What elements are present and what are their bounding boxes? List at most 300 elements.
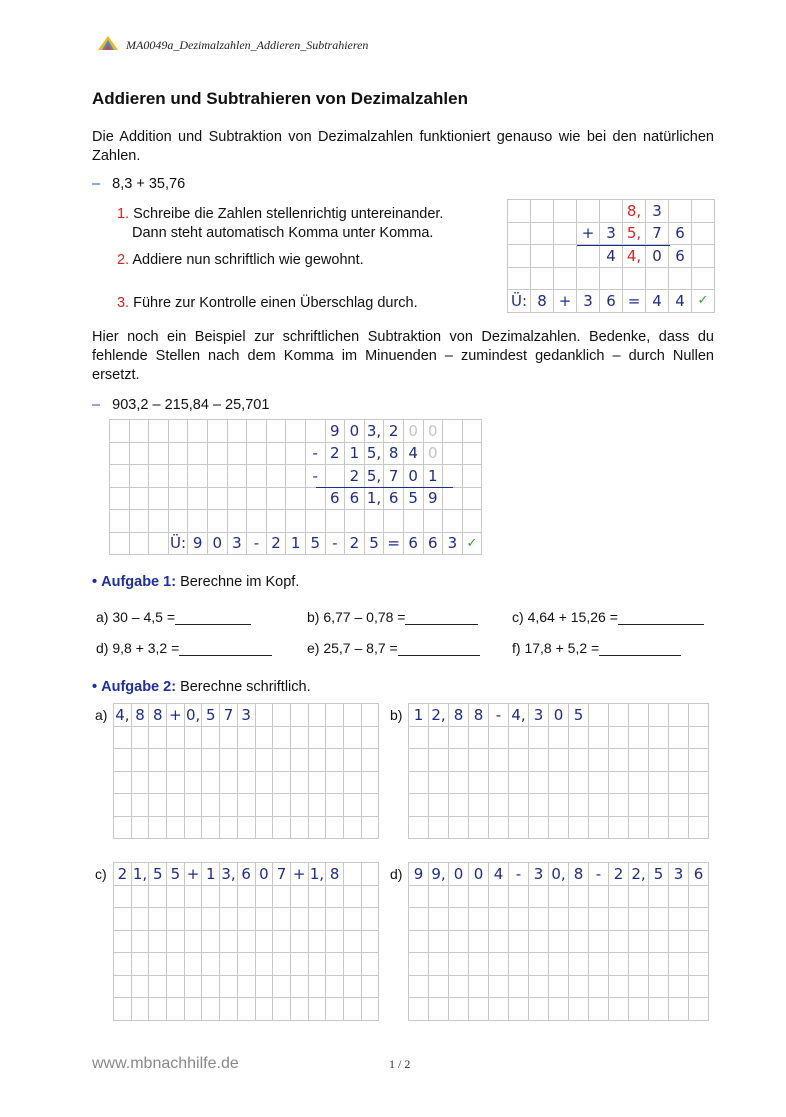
grid-cell[interactable]: [449, 953, 469, 976]
grid-cell[interactable]: [629, 794, 649, 817]
grid-cell[interactable]: [344, 863, 362, 886]
grid-cell[interactable]: 1: [202, 863, 220, 886]
grid-cell[interactable]: [409, 749, 429, 772]
grid-cell[interactable]: [509, 953, 529, 976]
grid-cell[interactable]: [238, 998, 256, 1021]
grid-cell[interactable]: [256, 727, 274, 750]
grid-cell[interactable]: [689, 772, 709, 795]
grid-cell[interactable]: 0: [256, 863, 274, 886]
grid-cell[interactable]: [489, 772, 509, 795]
grid-cell[interactable]: [409, 794, 429, 817]
grid-cell[interactable]: [344, 886, 362, 909]
grid-cell[interactable]: [529, 931, 549, 954]
grid-cell[interactable]: [429, 976, 449, 999]
grid-cell[interactable]: [362, 863, 380, 886]
grid-cell[interactable]: [469, 794, 489, 817]
grid-cell[interactable]: [589, 727, 609, 750]
grid-cell[interactable]: [202, 976, 220, 999]
grid-cell[interactable]: [549, 886, 569, 909]
grid-cell[interactable]: 2,: [629, 863, 649, 886]
grid-cell[interactable]: [689, 976, 709, 999]
grid-cell[interactable]: [238, 794, 256, 817]
grid-cell[interactable]: [669, 953, 689, 976]
grid-cell[interactable]: -: [589, 863, 609, 886]
grid-cell[interactable]: [256, 772, 274, 795]
grid-cell[interactable]: [669, 998, 689, 1021]
grid-cell[interactable]: [362, 931, 380, 954]
grid-cell[interactable]: 1,: [309, 863, 327, 886]
grid-cell[interactable]: [529, 749, 549, 772]
grid-cell[interactable]: [167, 953, 185, 976]
grid-cell[interactable]: [344, 953, 362, 976]
grid-cell[interactable]: [509, 931, 529, 954]
grid-cell[interactable]: [132, 953, 150, 976]
grid-cell[interactable]: [649, 727, 669, 750]
grid-cell[interactable]: [362, 772, 380, 795]
grid-cell[interactable]: [569, 772, 589, 795]
grid-cell[interactable]: [649, 794, 669, 817]
grid-cell[interactable]: [689, 886, 709, 909]
grid-cell[interactable]: [569, 727, 589, 750]
grid-cell[interactable]: [185, 772, 203, 795]
grid-cell[interactable]: [149, 953, 167, 976]
grid-cell[interactable]: [469, 727, 489, 750]
grid-cell[interactable]: 7: [273, 863, 291, 886]
grid-cell[interactable]: [362, 953, 380, 976]
grid-cell[interactable]: [409, 886, 429, 909]
grid-cell[interactable]: [220, 953, 238, 976]
task2-grid-b[interactable]: [408, 703, 709, 839]
grid-cell[interactable]: [569, 998, 589, 1021]
grid-cell[interactable]: [149, 908, 167, 931]
grid-cell[interactable]: [344, 976, 362, 999]
grid-cell[interactable]: [344, 772, 362, 795]
grid-cell[interactable]: [469, 953, 489, 976]
grid-cell[interactable]: [291, 704, 309, 727]
grid-cell[interactable]: [509, 772, 529, 795]
grid-cell[interactable]: [291, 931, 309, 954]
grid-cell[interactable]: [409, 953, 429, 976]
grid-cell[interactable]: [362, 817, 380, 840]
grid-cell[interactable]: [669, 886, 689, 909]
grid-cell[interactable]: [202, 817, 220, 840]
grid-cell[interactable]: [409, 908, 429, 931]
grid-cell[interactable]: [429, 953, 449, 976]
grid-cell[interactable]: [589, 886, 609, 909]
grid-cell[interactable]: [569, 794, 589, 817]
grid-cell[interactable]: [114, 953, 132, 976]
grid-cell[interactable]: [344, 817, 362, 840]
grid-cell[interactable]: [609, 998, 629, 1021]
grid-cell[interactable]: [149, 794, 167, 817]
grid-cell[interactable]: [256, 704, 274, 727]
grid-cell[interactable]: [238, 908, 256, 931]
grid-cell[interactable]: 5: [202, 704, 220, 727]
grid-cell[interactable]: [202, 886, 220, 909]
grid-cell[interactable]: +: [185, 863, 203, 886]
grid-cell[interactable]: [167, 727, 185, 750]
grid-cell[interactable]: [309, 749, 327, 772]
grid-cell[interactable]: 3: [529, 863, 549, 886]
grid-cell[interactable]: [569, 953, 589, 976]
grid-cell[interactable]: [344, 998, 362, 1021]
grid-cell[interactable]: [489, 817, 509, 840]
grid-cell[interactable]: [489, 794, 509, 817]
grid-cell[interactable]: [509, 749, 529, 772]
grid-cell[interactable]: [273, 727, 291, 750]
grid-cell[interactable]: [429, 794, 449, 817]
grid-cell[interactable]: [629, 704, 649, 727]
grid-cell[interactable]: [689, 908, 709, 931]
grid-cell[interactable]: 0: [449, 863, 469, 886]
grid-cell[interactable]: [291, 749, 309, 772]
grid-cell[interactable]: [362, 704, 380, 727]
grid-cell[interactable]: [549, 772, 569, 795]
grid-cell[interactable]: [669, 704, 689, 727]
grid-cell[interactable]: [291, 953, 309, 976]
grid-cell[interactable]: [291, 886, 309, 909]
grid-cell[interactable]: [273, 772, 291, 795]
grid-cell[interactable]: 5: [149, 863, 167, 886]
grid-cell[interactable]: [344, 749, 362, 772]
grid-cell[interactable]: [549, 931, 569, 954]
grid-cell[interactable]: [629, 976, 649, 999]
grid-cell[interactable]: [589, 704, 609, 727]
grid-cell[interactable]: [291, 976, 309, 999]
grid-cell[interactable]: [589, 976, 609, 999]
grid-cell[interactable]: [529, 953, 549, 976]
grid-cell[interactable]: [362, 794, 380, 817]
grid-cell[interactable]: [220, 931, 238, 954]
grid-cell[interactable]: [649, 886, 669, 909]
grid-cell[interactable]: 3: [238, 704, 256, 727]
grid-cell[interactable]: 8: [449, 704, 469, 727]
grid-cell[interactable]: 5: [649, 863, 669, 886]
grid-cell[interactable]: [609, 772, 629, 795]
grid-cell[interactable]: [529, 976, 549, 999]
grid-cell[interactable]: [273, 817, 291, 840]
grid-cell[interactable]: [489, 976, 509, 999]
grid-cell[interactable]: [326, 794, 344, 817]
grid-cell[interactable]: [256, 908, 274, 931]
grid-cell[interactable]: [409, 976, 429, 999]
grid-cell[interactable]: [291, 794, 309, 817]
grid-cell[interactable]: [489, 931, 509, 954]
grid-cell[interactable]: [469, 931, 489, 954]
grid-cell[interactable]: [326, 817, 344, 840]
grid-cell[interactable]: [549, 727, 569, 750]
grid-cell[interactable]: [132, 749, 150, 772]
answer-blank[interactable]: [618, 610, 704, 625]
grid-cell[interactable]: [509, 794, 529, 817]
grid-cell[interactable]: [202, 772, 220, 795]
grid-cell[interactable]: [149, 998, 167, 1021]
grid-cell[interactable]: [273, 976, 291, 999]
grid-cell[interactable]: [609, 749, 629, 772]
grid-cell[interactable]: [220, 976, 238, 999]
grid-cell[interactable]: [132, 998, 150, 1021]
grid-cell[interactable]: [689, 931, 709, 954]
grid-cell[interactable]: [689, 817, 709, 840]
grid-cell[interactable]: 8: [569, 863, 589, 886]
grid-cell[interactable]: [167, 817, 185, 840]
grid-cell[interactable]: [185, 953, 203, 976]
grid-cell[interactable]: [529, 772, 549, 795]
task2-grid-d[interactable]: [408, 862, 709, 1021]
grid-cell[interactable]: [220, 998, 238, 1021]
grid-cell[interactable]: [449, 727, 469, 750]
grid-cell[interactable]: [529, 908, 549, 931]
grid-cell[interactable]: [114, 886, 132, 909]
grid-cell[interactable]: [469, 772, 489, 795]
grid-cell[interactable]: [549, 817, 569, 840]
grid-cell[interactable]: [114, 931, 132, 954]
grid-cell[interactable]: 6: [689, 863, 709, 886]
grid-cell[interactable]: [509, 998, 529, 1021]
grid-cell[interactable]: [609, 794, 629, 817]
grid-cell[interactable]: [529, 998, 549, 1021]
grid-cell[interactable]: [326, 749, 344, 772]
grid-cell[interactable]: [449, 749, 469, 772]
grid-cell[interactable]: [469, 998, 489, 1021]
grid-cell[interactable]: [609, 931, 629, 954]
grid-cell[interactable]: [167, 794, 185, 817]
grid-cell[interactable]: [609, 908, 629, 931]
grid-cell[interactable]: [609, 953, 629, 976]
grid-cell[interactable]: [326, 931, 344, 954]
grid-cell[interactable]: [326, 772, 344, 795]
grid-cell[interactable]: 1: [409, 704, 429, 727]
grid-cell[interactable]: [629, 749, 649, 772]
grid-cell[interactable]: [429, 908, 449, 931]
grid-cell[interactable]: [220, 727, 238, 750]
grid-cell[interactable]: [609, 727, 629, 750]
grid-cell[interactable]: [429, 817, 449, 840]
grid-cell[interactable]: [489, 998, 509, 1021]
grid-cell[interactable]: [309, 976, 327, 999]
grid-cell[interactable]: [309, 886, 327, 909]
grid-cell[interactable]: [629, 886, 649, 909]
grid-cell[interactable]: [273, 749, 291, 772]
grid-cell[interactable]: 5: [569, 704, 589, 727]
answer-blank[interactable]: [398, 641, 480, 656]
grid-cell[interactable]: [238, 727, 256, 750]
footer-url[interactable]: www.mbnachhilfe.de: [92, 1055, 239, 1072]
grid-cell[interactable]: [202, 953, 220, 976]
grid-cell[interactable]: [256, 886, 274, 909]
grid-cell[interactable]: -: [489, 704, 509, 727]
grid-cell[interactable]: [309, 931, 327, 954]
grid-cell[interactable]: [309, 998, 327, 1021]
answer-blank[interactable]: [175, 610, 251, 625]
grid-cell[interactable]: [238, 772, 256, 795]
grid-cell[interactable]: [489, 953, 509, 976]
grid-cell[interactable]: [589, 908, 609, 931]
grid-cell[interactable]: [185, 794, 203, 817]
grid-cell[interactable]: [589, 931, 609, 954]
grid-cell[interactable]: 2: [609, 863, 629, 886]
grid-cell[interactable]: [362, 727, 380, 750]
grid-cell[interactable]: [167, 998, 185, 1021]
task2-grid-c[interactable]: [113, 862, 379, 1021]
grid-cell[interactable]: 8: [326, 863, 344, 886]
grid-cell[interactable]: [132, 886, 150, 909]
grid-cell[interactable]: 9,: [429, 863, 449, 886]
grid-cell[interactable]: [202, 794, 220, 817]
grid-cell[interactable]: [309, 817, 327, 840]
grid-cell[interactable]: 8: [149, 704, 167, 727]
grid-cell[interactable]: [362, 998, 380, 1021]
grid-cell[interactable]: [132, 908, 150, 931]
grid-cell[interactable]: [529, 817, 549, 840]
grid-cell[interactable]: [429, 998, 449, 1021]
grid-cell[interactable]: [629, 908, 649, 931]
grid-cell[interactable]: [649, 976, 669, 999]
grid-cell[interactable]: [114, 908, 132, 931]
grid-cell[interactable]: 0: [549, 704, 569, 727]
grid-cell[interactable]: 1,: [132, 863, 150, 886]
grid-cell[interactable]: [449, 817, 469, 840]
grid-cell[interactable]: [649, 998, 669, 1021]
grid-cell[interactable]: [589, 772, 609, 795]
answer-blank[interactable]: [179, 641, 272, 656]
grid-cell[interactable]: [291, 772, 309, 795]
grid-cell[interactable]: 6: [238, 863, 256, 886]
grid-cell[interactable]: [409, 998, 429, 1021]
grid-cell[interactable]: [149, 931, 167, 954]
grid-cell[interactable]: [529, 886, 549, 909]
grid-cell[interactable]: +: [167, 704, 185, 727]
grid-cell[interactable]: [609, 704, 629, 727]
grid-cell[interactable]: [589, 817, 609, 840]
grid-cell[interactable]: [409, 727, 429, 750]
grid-cell[interactable]: [309, 794, 327, 817]
grid-cell[interactable]: [629, 772, 649, 795]
grid-cell[interactable]: [609, 886, 629, 909]
grid-cell[interactable]: [309, 704, 327, 727]
grid-cell[interactable]: [649, 772, 669, 795]
grid-cell[interactable]: [449, 908, 469, 931]
grid-cell[interactable]: [569, 886, 589, 909]
grid-cell[interactable]: [469, 886, 489, 909]
grid-cell[interactable]: [529, 794, 549, 817]
grid-cell[interactable]: [649, 908, 669, 931]
grid-cell[interactable]: [569, 749, 589, 772]
grid-cell[interactable]: [669, 976, 689, 999]
grid-cell[interactable]: [569, 976, 589, 999]
grid-cell[interactable]: [649, 817, 669, 840]
grid-cell[interactable]: [549, 976, 569, 999]
grid-cell[interactable]: [256, 998, 274, 1021]
grid-cell[interactable]: [689, 794, 709, 817]
grid-cell[interactable]: [167, 931, 185, 954]
grid-cell[interactable]: [669, 772, 689, 795]
grid-cell[interactable]: [509, 976, 529, 999]
grid-cell[interactable]: [549, 908, 569, 931]
grid-cell[interactable]: [132, 772, 150, 795]
grid-cell[interactable]: [609, 817, 629, 840]
grid-cell[interactable]: 3,: [220, 863, 238, 886]
grid-cell[interactable]: [362, 886, 380, 909]
grid-cell[interactable]: 5: [167, 863, 185, 886]
grid-cell[interactable]: [326, 704, 344, 727]
grid-cell[interactable]: [220, 908, 238, 931]
grid-cell[interactable]: [649, 931, 669, 954]
grid-cell[interactable]: [149, 886, 167, 909]
grid-cell[interactable]: [185, 817, 203, 840]
grid-cell[interactable]: [489, 886, 509, 909]
grid-cell[interactable]: [149, 727, 167, 750]
grid-cell[interactable]: [132, 817, 150, 840]
grid-cell[interactable]: [256, 931, 274, 954]
grid-cell[interactable]: [167, 886, 185, 909]
grid-cell[interactable]: 0,: [549, 863, 569, 886]
grid-cell[interactable]: [238, 931, 256, 954]
grid-cell[interactable]: [649, 704, 669, 727]
grid-cell[interactable]: [273, 908, 291, 931]
grid-cell[interactable]: [291, 817, 309, 840]
grid-cell[interactable]: [326, 953, 344, 976]
grid-cell[interactable]: [469, 976, 489, 999]
grid-cell[interactable]: 9: [409, 863, 429, 886]
grid-cell[interactable]: [256, 953, 274, 976]
grid-cell[interactable]: [629, 998, 649, 1021]
grid-cell[interactable]: [344, 704, 362, 727]
grid-cell[interactable]: [202, 998, 220, 1021]
grid-cell[interactable]: [409, 772, 429, 795]
grid-cell[interactable]: [629, 727, 649, 750]
grid-cell[interactable]: [409, 817, 429, 840]
grid-cell[interactable]: [429, 931, 449, 954]
grid-cell[interactable]: [114, 976, 132, 999]
grid-cell[interactable]: [409, 931, 429, 954]
grid-cell[interactable]: [114, 727, 132, 750]
grid-cell[interactable]: [509, 908, 529, 931]
grid-cell[interactable]: [689, 998, 709, 1021]
grid-cell[interactable]: [489, 749, 509, 772]
grid-cell[interactable]: [589, 953, 609, 976]
grid-cell[interactable]: [256, 817, 274, 840]
grid-cell[interactable]: [202, 727, 220, 750]
grid-cell[interactable]: [449, 794, 469, 817]
grid-cell[interactable]: [326, 998, 344, 1021]
grid-cell[interactable]: [185, 908, 203, 931]
grid-cell[interactable]: 2: [114, 863, 132, 886]
grid-cell[interactable]: [185, 931, 203, 954]
grid-cell[interactable]: [220, 886, 238, 909]
grid-cell[interactable]: [449, 772, 469, 795]
grid-cell[interactable]: [469, 908, 489, 931]
grid-cell[interactable]: [132, 931, 150, 954]
grid-cell[interactable]: +: [291, 863, 309, 886]
grid-cell[interactable]: 0: [469, 863, 489, 886]
grid-cell[interactable]: [689, 727, 709, 750]
grid-cell[interactable]: [220, 772, 238, 795]
grid-cell[interactable]: [114, 772, 132, 795]
grid-cell[interactable]: [669, 794, 689, 817]
grid-cell[interactable]: [326, 908, 344, 931]
grid-cell[interactable]: [132, 794, 150, 817]
grid-cell[interactable]: [649, 953, 669, 976]
answer-blank[interactable]: [599, 641, 681, 656]
grid-cell[interactable]: [149, 772, 167, 795]
grid-cell[interactable]: 8: [469, 704, 489, 727]
grid-cell[interactable]: [256, 794, 274, 817]
grid-cell[interactable]: [149, 749, 167, 772]
grid-cell[interactable]: [167, 749, 185, 772]
grid-cell[interactable]: [114, 794, 132, 817]
grid-cell[interactable]: [449, 998, 469, 1021]
